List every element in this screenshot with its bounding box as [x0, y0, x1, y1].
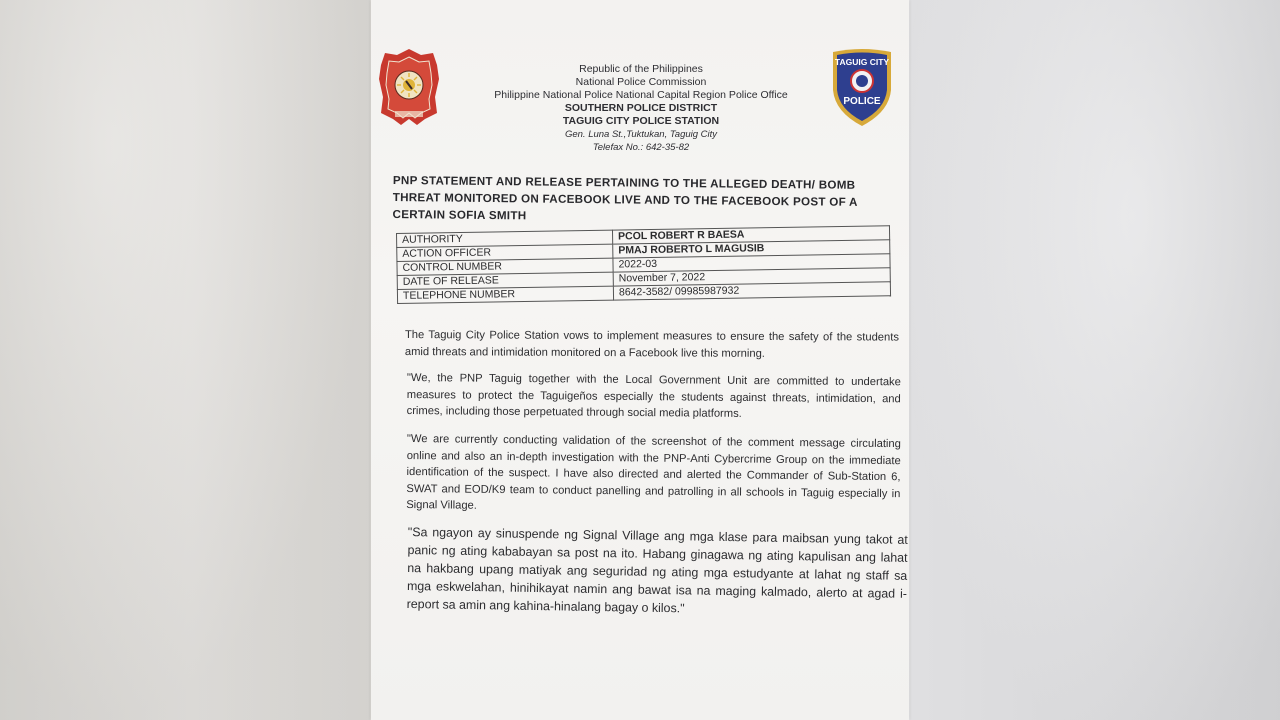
- document-page: [371, 0, 909, 720]
- background-right: [910, 0, 1280, 720]
- body-paragraph: The Taguig City Police Station vows to implement measures to ensure the safety of the students amid threats and intimidation monitored on a Facebook live this morning.: [404, 328, 899, 360]
- letterhead-ncrpo: Philippine National Police National Capital Region Police Office: [494, 89, 788, 101]
- badge-top-text: TAGUIG CITY: [834, 57, 890, 67]
- letterhead-address: Gen. Luna St.,Tuktukan, Taguig City: [564, 129, 718, 140]
- release-info-table: [396, 225, 891, 304]
- table-label: TELEPHONE NUMBER: [397, 286, 613, 303]
- pnp-seal-icon: [377, 47, 441, 127]
- body-paragraph: "We, the PNP Taguig together with the Local Government Unit are committed to undertake measures to protect the Taguigeños especially the students against threats, intimidation, and crimes, including those perpetuated through social media platforms.: [406, 371, 901, 420]
- letterhead-station: TAGUIG CITY POLICE STATION: [562, 115, 720, 127]
- table-label: AUTHORITY: [397, 230, 613, 247]
- table-label: CONTROL NUMBER: [397, 258, 613, 275]
- taguig-city-police-badge-icon: [827, 46, 897, 128]
- letterhead-napolcom: National Police Commission: [575, 76, 707, 88]
- letterhead: [451, 63, 831, 154]
- statement-title: PNP STATEMENT AND RELEASE PERTAINING TO THE ALLEGED DEATH/ BOMB THREAT MONITORED ON FACEBOOK LIVE AND TO THE FACEBOOK POST OF A CERTAIN SOFIA SMITH: [392, 173, 858, 223]
- body-paragraph: "Sa ngayon ay sinuspende ng Signal Village ang mga klase para maibsan yung takot at panic ng ating kababayan sa post na ito. Habang ginagawa ng ating kapulisan ang lahat na hakbang upang matiyak ang seguridad ng ating mga estudyante at lahat ng staff sa mga eskwelahan, hinihikayat namin ang bawat isa na maging kalmado, alerto at agad i-report sa amin ang kahina-hinalang bagay o kilos.": [406, 524, 908, 616]
- letterhead-telefax: Telefax No.: 642-35-82: [592, 142, 690, 153]
- table-value: November 7, 2022: [613, 268, 890, 286]
- table-label: DATE OF RELEASE: [397, 272, 613, 289]
- letterhead-district: SOUTHERN POLICE DISTRICT: [564, 102, 718, 114]
- body-paragraph: "We are currently conducting validation of the screenshot of the comment message circulating online and also an in-depth investigation with the PNP-Anti Cybercrime Group on the immediate identification of the suspect. I have also directed and alerted the Commander of Sub-Station 6, SWAT and EOD/K9 team to conduct panelling and patrolling in all schools in Taguig especially in Signal Village.: [406, 432, 901, 512]
- table-value: 8642-3582/ 09985987932: [613, 282, 890, 300]
- table-value: 2022-03: [613, 254, 890, 272]
- badge-bottom-text: POLICE: [843, 96, 881, 107]
- letterhead-republic: Republic of the Philippines: [579, 63, 703, 75]
- background-left: [0, 0, 370, 720]
- table-value: PCOL ROBERT R BAESA: [612, 226, 889, 244]
- table-label: ACTION OFFICER: [397, 244, 613, 261]
- table-value: PMAJ ROBERTO L MAGUSIB: [613, 240, 890, 258]
